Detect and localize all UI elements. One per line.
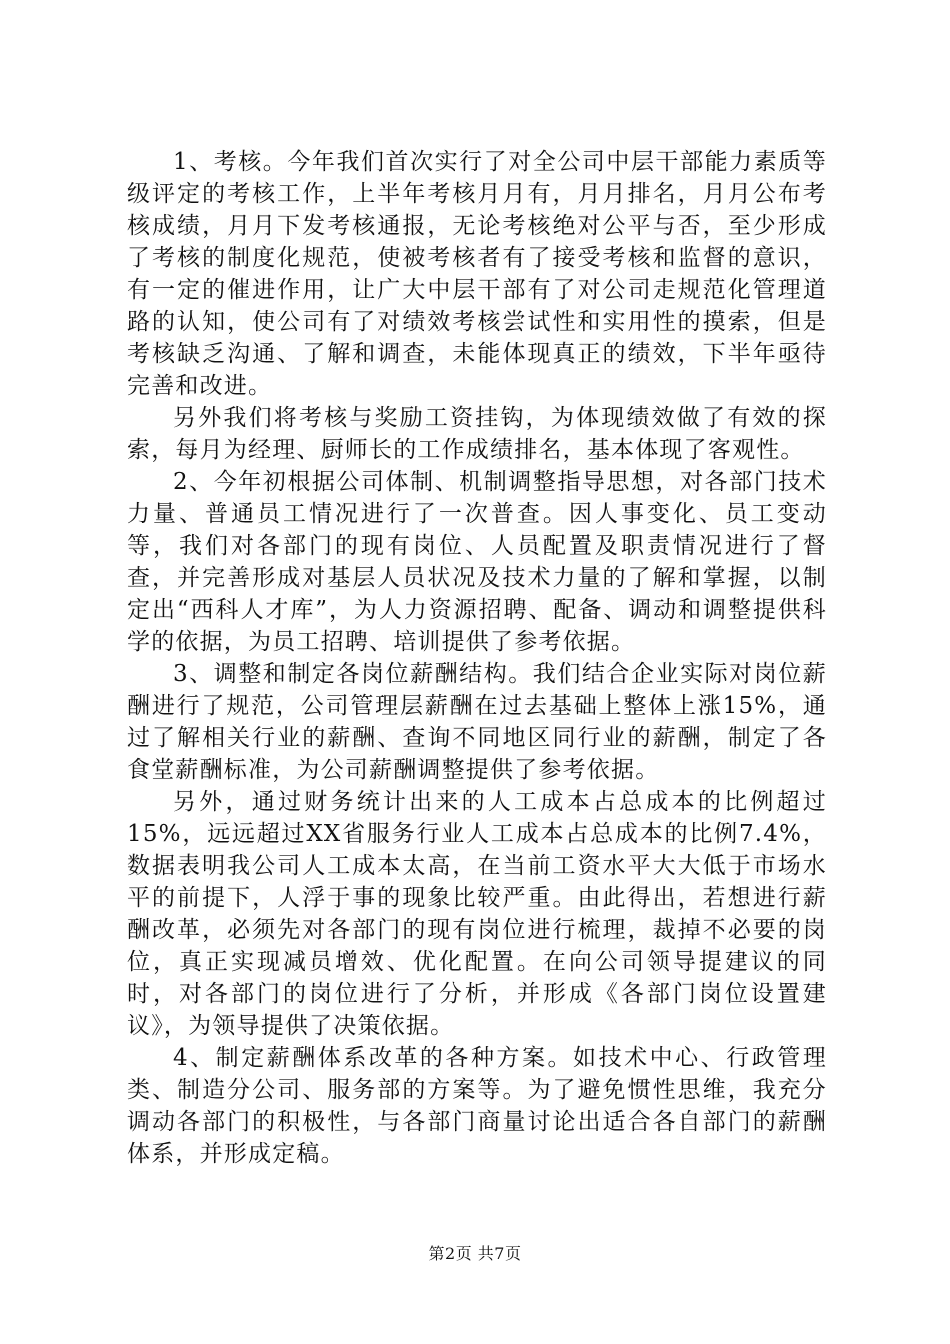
- page-number-footer: 第2页 共7页: [428, 1244, 522, 1263]
- paragraph-1: 1、考核。今年我们首次实行了对全公司中层干部能力素质等级评定的考核工作，上半年考核月月有，月月排名，月月公布考核成绩，月月下发考核通报，无论考核绝对公平与否，至少形成了考核的制度化规范，使被考核者有了接受考核和监督的意识，有一定的催进作用，让广大中层干部有了对公司走规范化管理道路的认知，使公司有了对绩效考核尝试性和实用性的摸索，但是考核缺乏沟通、了解和调查，未能体现真正的绩效，下半年亟待完善和改进。: [127, 149, 827, 399]
- paragraph-2: 另外我们将考核与奖励工资挂钩，为体现绩效做了有效的探索，每月为经理、厨师长的工作成绩排名，基本体现了客观性。: [127, 405, 827, 463]
- paragraph-4: 3、调整和制定各岗位薪酬结构。我们结合企业实际对岗位薪酬进行了规范，公司管理层薪酬在过去基础上整体上涨15%，通过了解相关行业的薪酬、查询不同地区同行业的薪酬，制定了各食堂薪酬标准，为公司薪酬调整提供了参考依据。: [127, 661, 827, 783]
- paragraph-6: 4、制定薪酬体系改革的各种方案。如技术中心、行政管理类、制造分公司、服务部的方案等。为了避免惯性思维，我充分调动各部门的积极性，与各部门商量讨论出适合各自部门的薪酬体系，并形成定稿。: [127, 1045, 827, 1167]
- document-body: [127, 146, 827, 1170]
- paragraph-3: 2、今年初根据公司体制、机制调整指导思想，对各部门技术力量、普通员工情况进行了一次普查。因人事变化、员工变动等，我们对各部门的现有岗位、人员配置及职责情况进行了督查，并完善形成对基层人员状况及技术力量的了解和掌握，以制定出“西科人才库”，为人力资源招聘、配备、调动和调整提供科学的依据，为员工招聘、培训提供了参考依据。: [127, 469, 827, 655]
- paragraph-5: 另外，通过财务统计出来的人工成本占总成本的比例超过15%，远远超过XX省服务行业人工成本占总成本的比例7.4%，数据表明我公司人工成本太高，在当前工资水平大大低于市场水平的前提下，人浮于事的现象比较严重。由此得出，若想进行薪酬改革，必须先对各部门的现有岗位进行梳理，裁掉不必要的岗位，真正实现减员增效、优化配置。在向公司领导提建议的同时，对各部门的岗位进行了分析，并形成《各部门岗位设置建议》，为领导提供了决策依据。: [127, 789, 827, 1039]
